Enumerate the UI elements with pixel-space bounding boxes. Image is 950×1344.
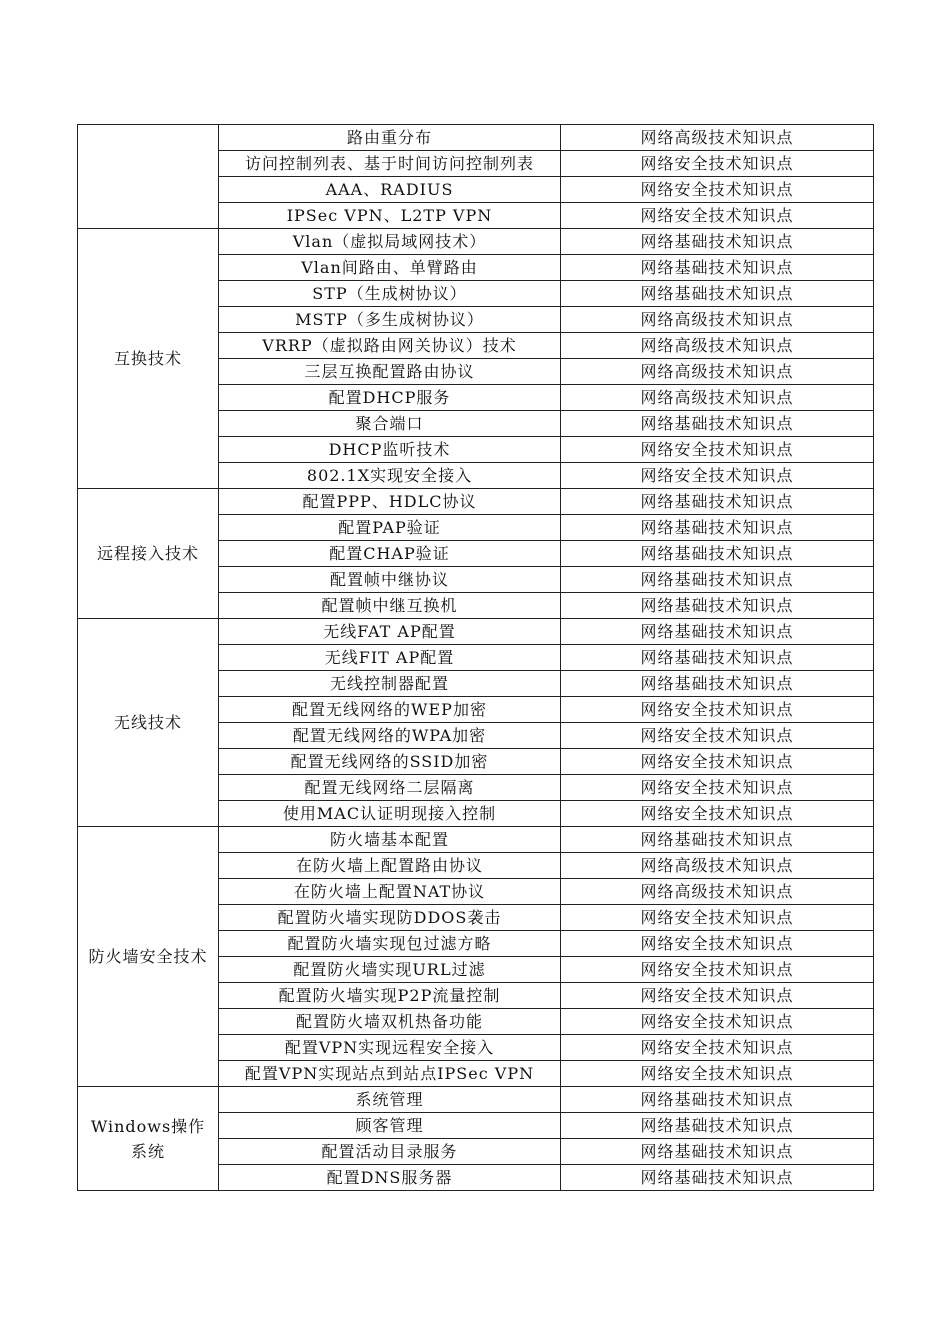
level-cell: 网络基础技术知识点 — [561, 671, 874, 697]
topic-cell: 配置防火墙双机热备功能 — [219, 1009, 561, 1035]
topic-cell: AAA、RADIUS — [219, 177, 561, 203]
category-cell: 无线技术 — [78, 619, 219, 827]
level-cell: 网络基础技术知识点 — [561, 1113, 874, 1139]
topic-cell: 配置DHCP服务 — [219, 385, 561, 411]
level-cell: 网络基础技术知识点 — [561, 541, 874, 567]
topic-cell: 配置VPN实现站点到站点IPSec VPN — [219, 1061, 561, 1087]
topic-cell: 配置无线网络的WPA加密 — [219, 723, 561, 749]
knowledge-table-body — [78, 125, 874, 1191]
topic-cell: 配置DNS服务器 — [219, 1165, 561, 1191]
topic-cell: 路由重分布 — [219, 125, 561, 151]
topic-cell: 无线FIT AP配置 — [219, 645, 561, 671]
level-cell: 网络基础技术知识点 — [561, 567, 874, 593]
level-cell: 网络安全技术知识点 — [561, 749, 874, 775]
level-cell: 网络高级技术知识点 — [561, 333, 874, 359]
level-cell: 网络安全技术知识点 — [561, 697, 874, 723]
level-cell: 网络高级技术知识点 — [561, 385, 874, 411]
topic-cell: STP（生成树协议） — [219, 281, 561, 307]
topic-cell: 配置防火墙实现P2P流量控制 — [219, 983, 561, 1009]
category-cell: 远程接入技术 — [78, 489, 219, 619]
table-row — [78, 619, 874, 645]
level-cell: 网络基础技术知识点 — [561, 593, 874, 619]
level-cell: 网络基础技术知识点 — [561, 1087, 874, 1113]
table-row — [78, 125, 874, 151]
topic-cell: 使用MAC认证明现接入控制 — [219, 801, 561, 827]
table-row — [78, 1087, 874, 1113]
level-cell: 网络安全技术知识点 — [561, 723, 874, 749]
topic-cell: 配置PAP验证 — [219, 515, 561, 541]
level-cell: 网络高级技术知识点 — [561, 359, 874, 385]
category-cell: 互换技术 — [78, 229, 219, 489]
level-cell: 网络高级技术知识点 — [561, 879, 874, 905]
level-cell: 网络基础技术知识点 — [561, 515, 874, 541]
level-cell: 网络安全技术知识点 — [561, 437, 874, 463]
category-cell — [78, 125, 219, 229]
topic-cell: 802.1X实现安全接入 — [219, 463, 561, 489]
level-cell: 网络基础技术知识点 — [561, 281, 874, 307]
topic-cell: 配置无线网络的WEP加密 — [219, 697, 561, 723]
topic-cell: 配置PPP、HDLC协议 — [219, 489, 561, 515]
level-cell: 网络基础技术知识点 — [561, 827, 874, 853]
level-cell: 网络基础技术知识点 — [561, 229, 874, 255]
level-cell: 网络安全技术知识点 — [561, 957, 874, 983]
topic-cell: 三层互换配置路由协议 — [219, 359, 561, 385]
knowledge-table — [77, 124, 874, 1191]
topic-cell: 顾客管理 — [219, 1113, 561, 1139]
level-cell: 网络安全技术知识点 — [561, 203, 874, 229]
category-cell: 防火墙安全技术 — [78, 827, 219, 1087]
category-cell: Windows操作系统 — [78, 1087, 219, 1191]
level-cell: 网络安全技术知识点 — [561, 931, 874, 957]
level-cell: 网络高级技术知识点 — [561, 307, 874, 333]
topic-cell: 配置防火墙实现URL过滤 — [219, 957, 561, 983]
level-cell: 网络基础技术知识点 — [561, 619, 874, 645]
level-cell: 网络安全技术知识点 — [561, 1061, 874, 1087]
topic-cell: Vlan（虚拟局域网技术） — [219, 229, 561, 255]
level-cell: 网络高级技术知识点 — [561, 125, 874, 151]
topic-cell: 系统管理 — [219, 1087, 561, 1113]
level-cell: 网络高级技术知识点 — [561, 853, 874, 879]
topic-cell: MSTP（多生成树协议） — [219, 307, 561, 333]
topic-cell: VRRP（虚拟路由网关协议）技术 — [219, 333, 561, 359]
topic-cell: 配置防火墙实现防DDOS袭击 — [219, 905, 561, 931]
topic-cell: IPSec VPN、L2TP VPN — [219, 203, 561, 229]
level-cell: 网络基础技术知识点 — [561, 489, 874, 515]
topic-cell: 配置防火墙实现包过滤方略 — [219, 931, 561, 957]
topic-cell: 防火墙基本配置 — [219, 827, 561, 853]
topic-cell: 配置无线网络的SSID加密 — [219, 749, 561, 775]
table-row — [78, 489, 874, 515]
level-cell: 网络安全技术知识点 — [561, 1009, 874, 1035]
topic-cell: 无线FAT AP配置 — [219, 619, 561, 645]
level-cell: 网络基础技术知识点 — [561, 1139, 874, 1165]
table-row — [78, 229, 874, 255]
topic-cell: 配置帧中继协议 — [219, 567, 561, 593]
topic-cell: 配置帧中继互换机 — [219, 593, 561, 619]
topic-cell: 聚合端口 — [219, 411, 561, 437]
level-cell: 网络基础技术知识点 — [561, 411, 874, 437]
level-cell: 网络基础技术知识点 — [561, 645, 874, 671]
topic-cell: 配置CHAP验证 — [219, 541, 561, 567]
level-cell: 网络安全技术知识点 — [561, 775, 874, 801]
level-cell: 网络基础技术知识点 — [561, 255, 874, 281]
level-cell: 网络安全技术知识点 — [561, 801, 874, 827]
topic-cell: 无线控制器配置 — [219, 671, 561, 697]
topic-cell: 在防火墙上配置NAT协议 — [219, 879, 561, 905]
topic-cell: Vlan间路由、单臂路由 — [219, 255, 561, 281]
level-cell: 网络安全技术知识点 — [561, 905, 874, 931]
level-cell: 网络基础技术知识点 — [561, 1165, 874, 1191]
topic-cell: 配置VPN实现远程安全接入 — [219, 1035, 561, 1061]
level-cell: 网络安全技术知识点 — [561, 177, 874, 203]
topic-cell: 在防火墙上配置路由协议 — [219, 853, 561, 879]
topic-cell: 配置活动目录服务 — [219, 1139, 561, 1165]
topic-cell: 访问控制列表、基于时间访问控制列表 — [219, 151, 561, 177]
level-cell: 网络安全技术知识点 — [561, 151, 874, 177]
topic-cell: 配置无线网络二层隔离 — [219, 775, 561, 801]
table-row — [78, 827, 874, 853]
level-cell: 网络安全技术知识点 — [561, 983, 874, 1009]
level-cell: 网络安全技术知识点 — [561, 463, 874, 489]
topic-cell: DHCP监听技术 — [219, 437, 561, 463]
level-cell: 网络安全技术知识点 — [561, 1035, 874, 1061]
